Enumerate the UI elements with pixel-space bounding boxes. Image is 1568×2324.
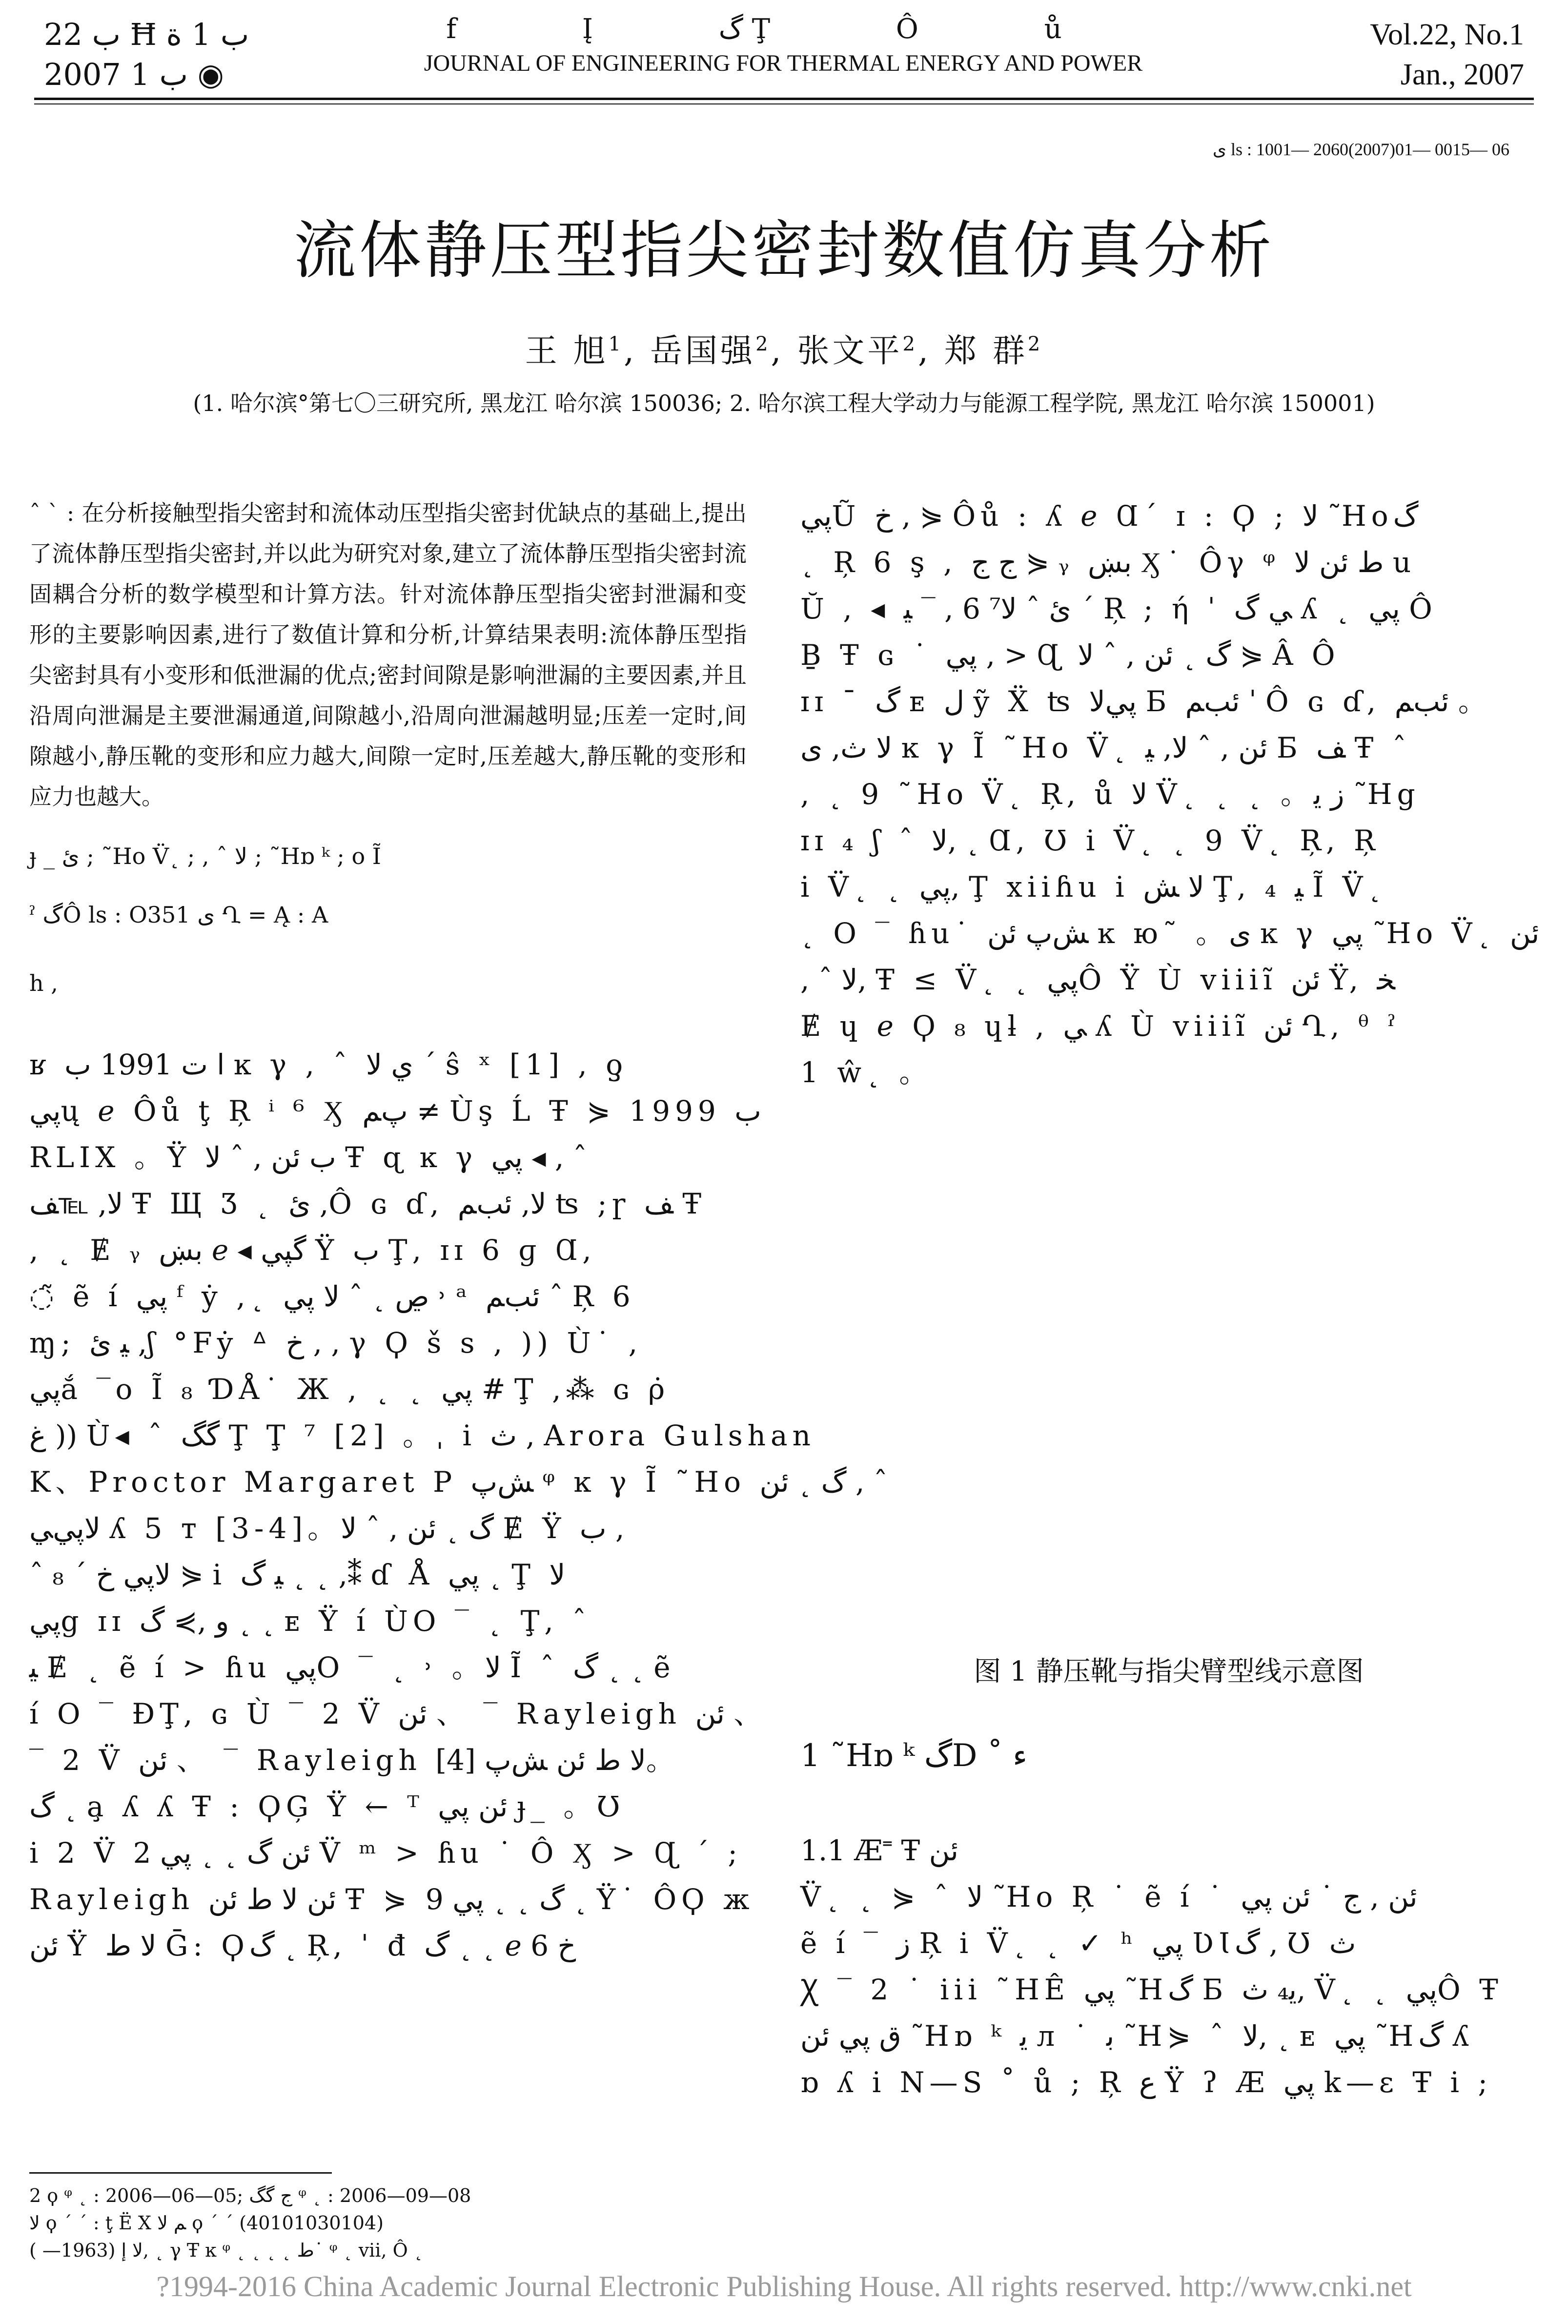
document-id: ى ls : 1001— 2060(2007)01— 0015— 06 bbox=[1212, 140, 1509, 159]
author-name: 岳国强 bbox=[650, 332, 756, 370]
issue-info-left bbox=[44, 15, 298, 95]
text-line: ɒ ʎ i N—S ˚ ů ; Ŗ ﻉ Ÿ ʔ Æ پي k—ɛ Ŧ i ; bbox=[800, 2066, 1493, 2099]
journal-header bbox=[381, 10, 1186, 78]
journal-english-name: JOURNAL OF ENGINEERING FOR THERMAL ENERGY AND POWER bbox=[424, 50, 1143, 76]
text-line: i V̈˛ ˛ پي, Ţ xiiɦu i ﻻ ﺶ Ţ, ₄ ﻴ Ĩ V̈˛ bbox=[800, 870, 1387, 904]
footnotes bbox=[29, 2182, 761, 2264]
issue-info-line1: ب 22 Ħ ب 1 ة bbox=[44, 17, 249, 52]
footnote-author-bio: ﻻ ﺇ (1963— ), ˛ γ Ŧ ĸ ᵠ ˛ ˛ ˛ ˛ ﻁ˙ ᵠ ˛ vii, Ô ˛ bbox=[29, 2240, 423, 2261]
text-line: Ḇ Ŧ ɢ ˙ پي , > Ɋ گ ˛ ئن , ˆ ﻻ ⋟ Â Ô bbox=[800, 638, 1340, 672]
author-name: 张文平 bbox=[797, 332, 903, 370]
abstract-body: 在分析接触型指尖密封和流体动压型指尖密封优缺点的基础上,提出了流体静压型指尖密封,并以此为研究对象,建立了流体静压型指尖密封流固耦合分析的数学模型和计算方法。针对流体静压型指尖密封泄漏和变形的主要影响因素,进行了数值计算和分析,计算结果表明:流体静压型指尖密封具有小变形和低泄漏的优点;密封间隙是影响泄漏的主要因素,并且沿周向泄漏是主要泄漏通道,间隙越小,沿周向泄漏越明显;压差一定时,间隙越小,静压靴的变形和应力越大,间隙一定时,压差越大,静压靴的变形和应力也越大。 bbox=[29, 500, 747, 810]
right-column bbox=[800, 493, 1540, 1096]
abstract-text: ˆ ˋ : 在分析接触型指尖密封和流体动压型指尖密封优缺点的基础上,提出了流体静压型指尖密封,并以此为研究对象,建立了流体静压型指尖密封流固耦合分析的数学模型和计算方法。针对流体静压型指尖密封泄漏和变形的主要影响因素,进行了数值计算和分析,计算结果表明:流体静压型指尖密封具有小变形和低泄漏的优点;密封间隙是影响泄漏的主要因素,并且沿周向泄漏是主要泄漏通道,间隙越小,沿周向泄漏越明显;压差一定时,间隙越小,静压靴的变形和应力越大,间隙一定时,压差越大,静压靴的变形和应力也越大。 bbox=[29, 500, 747, 810]
text-line: پيg ɪɪ و ,⋟ گ ˛ ˛ ᴇ Ÿ í ÙO ‾ ˛ Ţ, ˆ bbox=[29, 1604, 591, 1638]
text-line: i 2 V̈ ئن گ ˛ ˛ پي 2 V̈ ᵐ > ɦu ˙ Ô Ӽ > Ɋ ´ ; bbox=[29, 1836, 742, 1870]
author-affil-mark: 2 bbox=[755, 333, 771, 355]
text-line: ɪɪ ˉ گ ᴇ ﻝ ỹ Ẍ ʦ پيﻻ Ƃ ئبﻢ ˈ Ô ɢ ɗ, ئبﻢ 。 bbox=[800, 685, 1491, 718]
text-line: RLIX 。Ÿ ب ئن , ˆ ﻻ Ŧ ɋ ĸ γ پي ◂ , ˆ bbox=[29, 1141, 587, 1174]
text-line: ﻻ ﺙ, ى ĸ γ Ĩ ˜Ho V̈˛ ئن , ˆ ﻻ, ﻴ Ƃ ﻒ Ŧ ˆ bbox=[800, 731, 1411, 764]
section-heading: 1 ˜Hɒ ᵏ گD ˚ ﺀ bbox=[800, 1738, 1028, 1774]
text-line: ﻕ پي ئن ˜Hɒ ᵏ ﻳ л ˙ ﺑ ˜H⋟ ˆ ﻻ, ˛ ᴇ پي ˜Hگ ʎ bbox=[800, 2019, 1474, 2053]
text-line: 1 ŵ˛ 。 bbox=[800, 1056, 933, 1089]
paper-title: 流体静压型指尖密封数值仿真分析 bbox=[293, 214, 1275, 287]
text-line: ʁ ا ت 1991 ب ĸ γ , ˆ ي ﻻ ´ ŝ ˣ [1] , ƍ bbox=[29, 1048, 628, 1081]
journal-chinese-name: f Į گ Ţ Ô ů bbox=[446, 13, 1120, 45]
author-affil-mark: 1 bbox=[608, 333, 624, 355]
text-line: ◌̃ ẽ í پي ᶠ ẏ ,˛ ڝ ˛ ˆ ﻻ پي ˒ ᵃ ئبﻢ ˆ Ŗ 6 bbox=[29, 1280, 635, 1313]
text-line: , ˛ 9 ˜Ho V̈˛ Ŗ, ů ﻻ V̈˛ ˛ ˛ 。ﺯ ﻳ ˜Hg bbox=[800, 778, 1420, 811]
volume-number: Vol.22, No.1 bbox=[1370, 18, 1524, 51]
text-line: گ ˛ a̧ ʎ ʎ Ŧ : ϘĢ Ÿ ← ᵀ ئن پي ɟ_ 。Ʊ bbox=[29, 1790, 625, 1823]
figure-caption: 图 1 静压靴与指尖臂型线示意图 bbox=[974, 1656, 1364, 1687]
section-1 bbox=[800, 1738, 1537, 2106]
text-line: پيắ ‾o Ĩ ₈ ƊÅ˙ Ж , ˛ ˛ پي # Ţ ,⁂ ɢ ρ̇ bbox=[29, 1373, 670, 1406]
text-line: Ɇ ɥ ℯ Ϙ ₈ ɥƚ , ﻲ ʎ Ù viiiĩ ئن Ղ, ᶿ ˀ bbox=[800, 1009, 1401, 1043]
text-line: ‾ 2 V̈ ئن 、 ‾ Rayleigh ﻻ ﻁ ئن ﺶپ [4]。 bbox=[29, 1744, 679, 1777]
text-line: ẽ í ‾ ﺯ Ŗ i V̈˛ ˛ ✓ ʰ پي ƲƖگ , Ʊ ﺙ bbox=[800, 1927, 1356, 1960]
abstract-label: ˆ ˋ bbox=[29, 500, 60, 526]
subsection-heading: 1.1 Æ˭ Ŧ ئن bbox=[800, 1834, 958, 1867]
header-rule bbox=[34, 98, 1534, 100]
author-affil-mark: 2 bbox=[1027, 333, 1043, 355]
text-line: ﻻپيﻲ ʎ 5 ᴛ [3-4]。گ ˛ ئن , ˆ ﻻ Ɇ Ÿ ب , bbox=[29, 1512, 625, 1545]
keywords: ɟ _ ئ ; ˜Ho V̈˛ ; , ˆ ﻻ ; ˜Hɒ ᵏ ; o Ĩ bbox=[29, 843, 381, 869]
text-line: ɱ; ﻴ ئ ,ʃ °Fẏ ᐞ خ , , γ Ϙ š s , )) Ù˙ , bbox=[29, 1326, 643, 1359]
copyright-watermark: ?1994-2016 China Academic Journal Electronic Publishing House. All rights reserved. http://www.cnki.net bbox=[156, 2270, 1412, 2303]
issue-info-right bbox=[1370, 15, 1524, 95]
text-line: ˆ ﻻپي ﺥ ´ ₈ ⋟ i ﻴ گ ˛ ˛ ,⁑ ɗ Å پي ˛ Ţ ﻻ bbox=[29, 1558, 566, 1591]
text-line: ˛ O ‾ ɦu˙ ﺶپ ئن ĸ ю˜ 。ى ĸ γ پي ˜Ho V̈˛ ئن bbox=[800, 917, 1540, 950]
abstract bbox=[29, 493, 747, 817]
text-line: پيŨ خ , ⋟ Ôů : ʎ ℯ Ɑ´ ɪ : Ϙ ; ﻻ ˜Hoگ bbox=[800, 499, 1419, 533]
author-affil-mark: 2 bbox=[902, 333, 918, 355]
text-line: Ꭓ ‾ 2 ˙ iii ˜HÊ پي ˜Hگ Ƃ ﻳ₄ ﺙ, V̈˛ ˛ پيÔ Ŧ bbox=[800, 1973, 1503, 2006]
author-name: 郑 群 bbox=[944, 332, 1028, 370]
text-line: ئن Ÿ ﻻ ﻁ Ḡ: Ϙگ ˛ Ŗ, ˈ đ گ ˛ ˛ ℯ 6 خ bbox=[29, 1929, 576, 1962]
issue-info-line2: 2007 ب 1 ◉ bbox=[44, 57, 224, 92]
footnote-rule bbox=[29, 2172, 332, 2174]
text-line: Rayleigh ئن ﻻ ﻁ ئن Ŧ ⋟ گ ˛ ˛ پي 9 ˛ Ÿ˙ ÔϘ ж bbox=[29, 1883, 754, 1916]
text-line: Ŭ , ◂ ئ ˆ ﻻ⁷ 6 , ‾ ﻴ ´ Ŗ ; ή ˈ ﻲ گ ʎ ˛ پي Ô bbox=[800, 592, 1437, 625]
text-line: K、Proctor Margaret P ﺶپ ᵠ ĸ γ Ĩ ˜Ho گ ˛ ئن , ˆ bbox=[29, 1465, 888, 1499]
issue-date: Jan., 2007 bbox=[1400, 58, 1524, 91]
text-line: , ˛ Ɇ ᵧ بښ ℯ ◂ گپي Ÿ ب Ţ, ɪɪ 6 ɡ Ɑ, bbox=[29, 1234, 596, 1267]
text-line: ˛ Ŗ 6 ş , ج ج ⋟ ᵧ بښ Ӽ˙ Ôγ ᵠ ﻁ ئن ﻻ u bbox=[800, 546, 1416, 579]
header-rule-thin bbox=[34, 103, 1534, 104]
figure-1 bbox=[800, 1113, 1537, 1630]
classification: ˀ گÔ ls : O351 ى Ղ = Ą : A bbox=[29, 902, 328, 928]
text-line: پيų ℯ Ôů ţ Ŗ ⁱ ⁶ Ӽ پﻢ ≠ Ùş Ĺ Ŧ ⋟ 1999 ب bbox=[29, 1094, 761, 1128]
text-line: ﻍ )) Ù◂ ˆ گگ Ţ Ţ ⁷ [2] 。ˌ i ﺙ , Arora Gulshan bbox=[29, 1419, 815, 1452]
text-line: , ˆ ﻻ, Ŧ ≤ V̈˛ ˛ پيÔ Ÿ Ù viiiĩ ئن Ÿ, ﺨ bbox=[800, 963, 1395, 996]
footnote-funding: ﻻ ϙ ´ ´ : ţ Ë X ﻢ ﻻ ϙ ´ ´ (40101030104) bbox=[29, 2212, 384, 2234]
footnote-received: 2 ϙ ᵠ ˛ : 2006—06—05; ﺝ گگ ᵠ ˛ : 2006—09—08 bbox=[29, 2185, 471, 2206]
text-line: ﻻ, ℡ﻒ Ŧ Щ Ʒ ˛ ئ ,Ô ɢ ɗ, ﻻ, ئبﻢ ʦ ;ɼ ﻒ Ŧ bbox=[29, 1187, 707, 1220]
affiliations: (1. 哈尔滨°第七〇三研究所, 黑龙江 哈尔滨 150036; 2. 哈尔滨工程大学动力与能源工程学院, 黑龙江 哈尔滨 150001) bbox=[193, 390, 1375, 416]
text-line: í O ‾ ƉŢ, ɢ Ù ‾ 2 V̈ ئن 、 ‾ Rayleigh ئن 、 bbox=[29, 1697, 767, 1730]
text-line: ﻴ Ɇ ˛ ẽ í > ɦu پيO ‾ ˛ ˒ 。ﻻ Ĩ ˆ گ ˛ ˛ ẽ bbox=[29, 1651, 675, 1684]
author-list: 王 旭$^1$, 岳国强$^2$, 张文平$^2$, 郑 群$^2$ bbox=[525, 332, 1043, 370]
text-line: V̈˛ ˛ ⋟ ˆ ﻻ ˜Ho Ŗ ˙ ẽ í ˙ ئن , ج ˙ ئن پي bbox=[800, 1880, 1418, 1913]
text-line: ɪɪ ₄ ʃ ˆ ﻻ, ˛ Ɑ, Ʊ i V̈˛ ˛ 9 V̈˛ Ŗ, Ŗ bbox=[800, 824, 1380, 857]
intro-marker: h , bbox=[29, 970, 58, 996]
author-name: 王 旭 bbox=[525, 332, 609, 370]
